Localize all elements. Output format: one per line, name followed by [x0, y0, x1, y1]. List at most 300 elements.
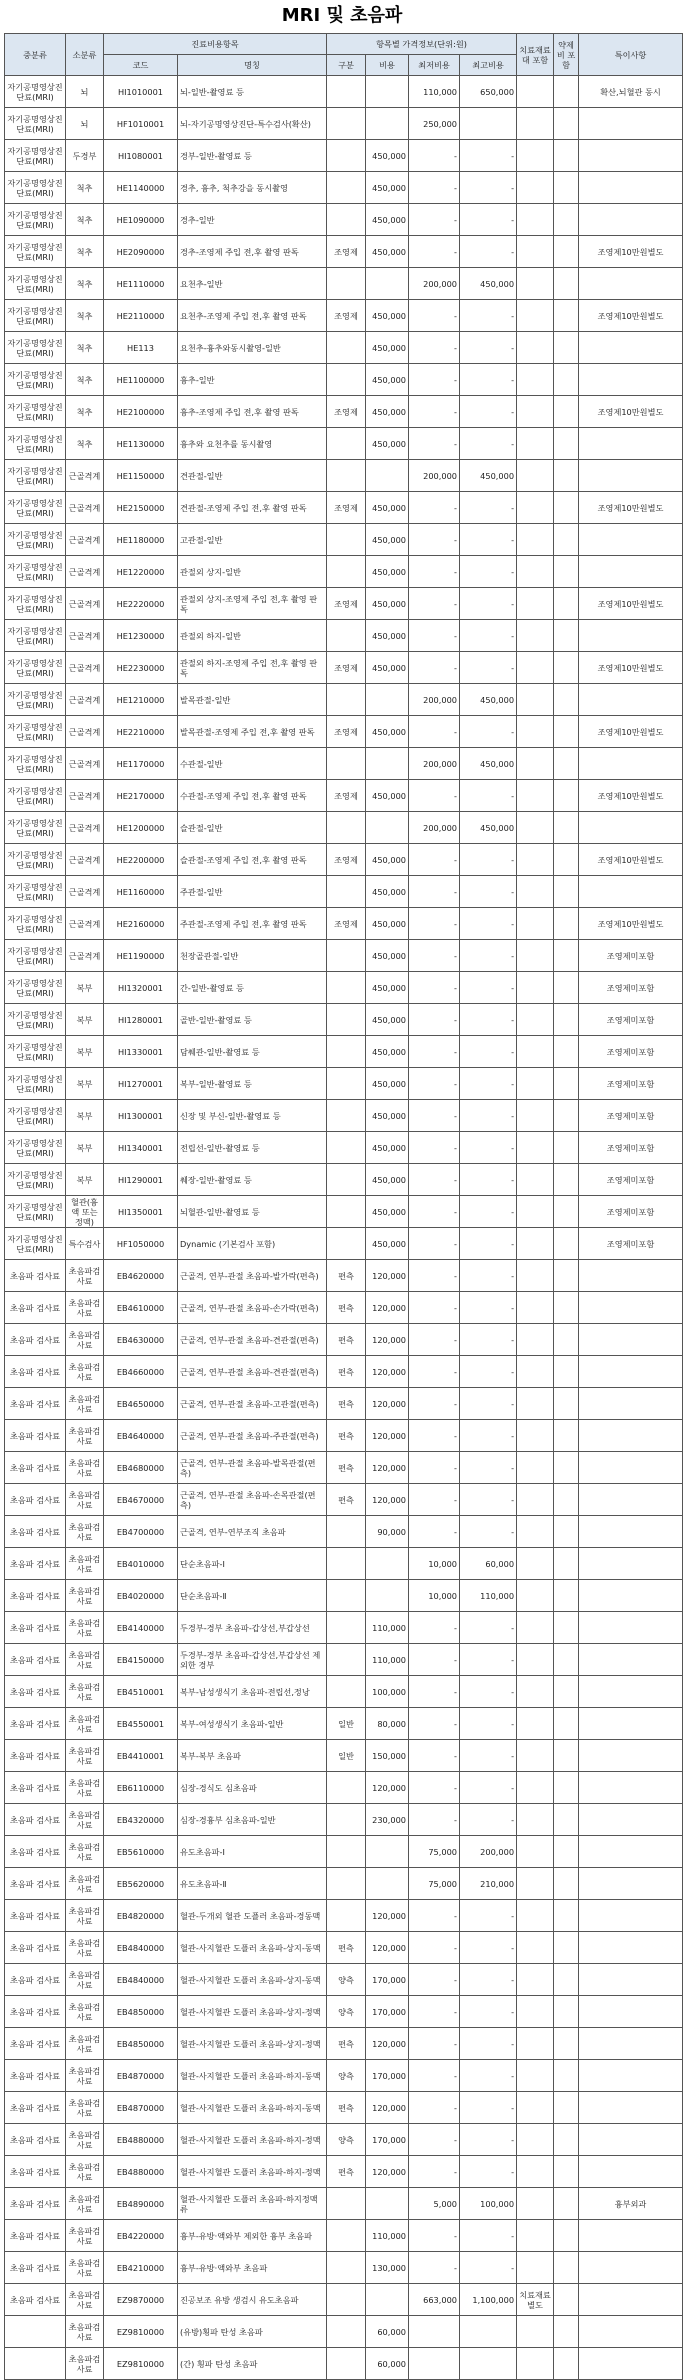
cell-max-fee — [460, 652, 517, 684]
cell-code — [104, 1932, 178, 1964]
cell-code — [104, 716, 178, 748]
cell-treat — [517, 396, 554, 428]
cell-text: - — [454, 1654, 457, 1665]
cell-text: 110,000 — [480, 1590, 515, 1601]
cell-text: 근골격계 — [68, 566, 101, 577]
cell-text: - — [454, 918, 457, 929]
cell-text: HE1160000 — [116, 886, 165, 897]
cell-text: 초음파검사료 — [68, 2321, 101, 2342]
cell-max-fee — [460, 1900, 517, 1932]
cell-text: 450,000 — [480, 278, 515, 289]
cell-fee — [366, 1708, 409, 1740]
cell-note — [579, 268, 683, 300]
table-row — [5, 1164, 683, 1196]
cell-major — [5, 1996, 66, 2028]
cell-item-name — [178, 1932, 327, 1964]
table-row — [5, 236, 683, 268]
cell-text: - — [454, 502, 457, 513]
cell-text: - — [511, 2006, 515, 2017]
cell-drug — [554, 332, 579, 364]
cell-drug — [554, 1420, 579, 1452]
cell-treat — [517, 364, 554, 396]
cell-fee — [366, 1196, 409, 1228]
cell-text: EB4630000 — [116, 1334, 165, 1345]
cell-text: - — [454, 1622, 457, 1633]
cell-text: 초음파 검사료 — [9, 1526, 61, 1537]
cell-major — [5, 300, 66, 332]
cell-text: 혈관(흉액 또는 정맥) — [71, 1196, 98, 1227]
cell-minor — [66, 1036, 104, 1068]
cell-note — [579, 1676, 683, 1708]
cell-drug — [554, 1004, 579, 1036]
cell-text: 신장 및 부신-일반-촬영료 등 — [180, 1110, 281, 1121]
cell-max-fee — [460, 1292, 517, 1324]
cell-text: 자기공명영상진단료(MRI) — [7, 1105, 63, 1126]
cell-max-fee — [460, 1964, 517, 1996]
cell-fee — [366, 300, 409, 332]
cell-max-fee — [460, 524, 517, 556]
cell-drug — [554, 1452, 579, 1484]
cell-item-name — [178, 1132, 327, 1164]
cell-fee — [366, 620, 409, 652]
cell-text: 관절외 상지-조영제 주입 전,후 촬영 판독 — [180, 593, 318, 614]
cell-text: 450,000 — [372, 182, 406, 193]
cell-drug — [554, 2188, 579, 2220]
table-row — [5, 108, 683, 140]
cell-drug — [554, 1292, 579, 1324]
cell-text: 1,100,000 — [472, 2294, 515, 2305]
cell-note — [579, 1644, 683, 1676]
cell-text: - — [511, 1750, 515, 1761]
cell-fee — [366, 1068, 409, 1100]
cell-text: 초음파검사료 — [68, 2289, 101, 2310]
cell-treat — [517, 140, 554, 172]
cell-code — [104, 2252, 178, 2284]
cell-note — [579, 1708, 683, 1740]
cell-item-name — [178, 2316, 327, 2348]
cell-text: 초음파 검사료 — [9, 1622, 61, 1633]
cell-major — [5, 1740, 66, 1772]
cell-text: - — [511, 438, 515, 449]
cell-text: EB5610000 — [116, 1846, 165, 1857]
cell-drug — [554, 364, 579, 396]
cell-text: 발목관절-일반 — [180, 694, 231, 705]
cell-treat — [517, 236, 554, 268]
cell-treat — [517, 1068, 554, 1100]
cell-text: 120,000 — [372, 1366, 406, 1377]
cell-minor — [66, 1100, 104, 1132]
cell-fee — [366, 524, 409, 556]
cell-text: EB4680000 — [116, 1462, 165, 1473]
cell-fee — [366, 1164, 409, 1196]
table-row — [5, 524, 683, 556]
cell-minor — [66, 812, 104, 844]
cell-fee — [366, 1548, 409, 1580]
cell-text: - — [511, 1110, 515, 1121]
cell-note — [579, 1420, 683, 1452]
cell-text: 발목관절-조영제 주입 전,후 촬영 판독 — [180, 726, 315, 737]
cell-text: HF1010001 — [116, 118, 165, 129]
cell-text: 자기공명영상진단료(MRI) — [7, 305, 63, 326]
cell-text: - — [454, 1718, 457, 1729]
cell-text: EB4850000 — [116, 2038, 165, 2049]
cell-item-name — [178, 364, 327, 396]
table-row — [5, 1772, 683, 1804]
cell-treat — [517, 2092, 554, 2124]
cell-treat — [517, 1484, 554, 1516]
cell-max-fee — [460, 1580, 517, 1612]
cell-text: 흉부-유방·액와부 제외한 흉부 초음파 — [180, 2230, 313, 2241]
cell-text: 110,000 — [372, 1622, 406, 1633]
cell-item-name — [178, 1004, 327, 1036]
table-row — [5, 1932, 683, 1964]
cell-max-fee — [460, 1516, 517, 1548]
cell-code — [104, 812, 178, 844]
cell-drug — [554, 1708, 579, 1740]
cell-type — [327, 1388, 366, 1420]
cell-minor — [66, 1324, 104, 1356]
table-row — [5, 1580, 683, 1612]
cell-text: 초음파 검사료 — [9, 1430, 61, 1441]
cell-major — [5, 1100, 66, 1132]
cell-note — [579, 2284, 683, 2316]
cell-major — [5, 1932, 66, 1964]
cell-major — [5, 332, 66, 364]
cell-text: 450,000 — [480, 470, 515, 481]
cell-major — [5, 460, 66, 492]
cell-text: 200,000 — [423, 470, 457, 481]
cell-text: 130,000 — [372, 2262, 406, 2273]
cell-treat — [517, 908, 554, 940]
cell-text: - — [511, 886, 515, 897]
cell-code — [104, 2220, 178, 2252]
cell-text: - — [511, 1174, 515, 1185]
cell-minor — [66, 428, 104, 460]
cell-fee — [366, 2252, 409, 2284]
cell-text: 혈관-사지혈관 도플러 초음파-상지-동맥 — [180, 1942, 321, 1953]
header-max: 최고비용 — [460, 55, 517, 76]
cell-text: 170,000 — [372, 2006, 406, 2017]
cell-text: 흉추와 요천추를 동시촬영 — [180, 438, 273, 449]
cell-code — [104, 2284, 178, 2316]
cell-text: - — [511, 374, 515, 385]
cell-treat — [517, 716, 554, 748]
cell-treat — [517, 1292, 554, 1324]
cell-text: 초음파검사료 — [68, 2353, 101, 2374]
cell-text: 초음파검사료 — [68, 1297, 101, 1318]
cell-note — [579, 876, 683, 908]
cell-code — [104, 1996, 178, 2028]
cell-text: EB4510001 — [116, 1686, 165, 1697]
cell-text: 450,000 — [372, 1238, 406, 1249]
cell-note — [579, 396, 683, 428]
cell-note — [579, 1260, 683, 1292]
cell-text: - — [454, 662, 457, 673]
table-row — [5, 2252, 683, 2284]
cell-min-fee — [409, 620, 460, 652]
cell-drug — [554, 108, 579, 140]
cell-text: 170,000 — [372, 2070, 406, 2081]
cell-text: 복부 — [76, 1078, 93, 1089]
table-row — [5, 1708, 683, 1740]
cell-text: EB4620000 — [116, 1270, 165, 1281]
table-row — [5, 748, 683, 780]
cell-minor — [66, 2188, 104, 2220]
cell-drug — [554, 236, 579, 268]
table-row — [5, 908, 683, 940]
cell-treat — [517, 1452, 554, 1484]
cell-text: - — [511, 1302, 515, 1313]
cell-min-fee — [409, 2092, 460, 2124]
cell-fee — [366, 364, 409, 396]
cell-treat — [517, 1004, 554, 1036]
cell-item-name — [178, 332, 327, 364]
cell-drug — [554, 460, 579, 492]
cell-text: 초음파 검사료 — [9, 1846, 61, 1857]
cell-text: HE2110000 — [116, 310, 165, 321]
cell-text: 초음파 검사료 — [9, 1302, 61, 1313]
cell-text: 120,000 — [372, 2102, 406, 2113]
cell-code — [104, 396, 178, 428]
cell-treat — [517, 1964, 554, 1996]
cell-type — [327, 1708, 366, 1740]
cell-max-fee — [460, 1036, 517, 1068]
cell-code — [104, 300, 178, 332]
cell-text: 450,000 — [372, 630, 406, 641]
cell-minor — [66, 1900, 104, 1932]
cell-text: 자기공명영상진단료(MRI) — [7, 657, 63, 678]
cell-text: 자기공명영상진단료(MRI) — [7, 561, 63, 582]
cell-drug — [554, 844, 579, 876]
cell-major — [5, 588, 66, 620]
cell-fee — [366, 1740, 409, 1772]
cell-treat — [517, 1260, 554, 1292]
cell-type — [327, 940, 366, 972]
cell-minor — [66, 76, 104, 108]
cell-text: 120,000 — [372, 1334, 406, 1345]
cell-text: - — [454, 2006, 457, 2017]
cell-note — [579, 236, 683, 268]
cell-text: 100,000 — [372, 1686, 406, 1697]
cell-minor — [66, 1612, 104, 1644]
cell-major — [5, 1388, 66, 1420]
table-row — [5, 2060, 683, 2092]
table-row — [5, 1804, 683, 1836]
cell-fee — [366, 2092, 409, 2124]
cell-treat — [517, 1772, 554, 1804]
cell-item-name — [178, 1388, 327, 1420]
cell-fee — [366, 2284, 409, 2316]
cell-text: 편측 — [338, 1398, 354, 1409]
cell-drug — [554, 172, 579, 204]
cell-treat — [517, 460, 554, 492]
table-body — [5, 76, 683, 2380]
cell-text: 80,000 — [377, 1718, 406, 1729]
cell-major — [5, 652, 66, 684]
cell-text: 초음파검사료 — [68, 1521, 101, 1542]
cell-major — [5, 748, 66, 780]
cell-text: - — [454, 1686, 457, 1697]
cell-min-fee — [409, 172, 460, 204]
cell-text: 척추 — [76, 182, 93, 193]
cell-text: 초음파 검사료 — [9, 1942, 61, 1953]
cell-minor — [66, 2156, 104, 2188]
cell-text: 자기공명영상진단료(MRI) — [7, 177, 63, 198]
cell-text: - — [511, 1014, 515, 1025]
cell-text: EZ9870000 — [116, 2294, 165, 2305]
cell-max-fee — [460, 2284, 517, 2316]
cell-code — [104, 1164, 178, 1196]
cell-text: 복부-일반-촬영료 등 — [180, 1078, 252, 1089]
cell-text: 두경부-경부 초음파-갑상선,부갑상선 — [180, 1622, 310, 1633]
cell-min-fee — [409, 2188, 460, 2220]
cell-drug — [554, 908, 579, 940]
cell-text: 450,000 — [372, 1142, 406, 1153]
cell-text: 자기공명영상진단료(MRI) — [7, 529, 63, 550]
cell-min-fee — [409, 1452, 460, 1484]
cell-text: - — [511, 2102, 515, 2113]
cell-major — [5, 1836, 66, 1868]
cell-text: 450,000 — [372, 566, 406, 577]
cell-text: - — [454, 1238, 457, 1249]
cell-text: HI1270001 — [117, 1078, 164, 1089]
cell-type — [327, 236, 366, 268]
cell-drug — [554, 652, 579, 684]
table-row — [5, 1964, 683, 1996]
cell-treat — [517, 172, 554, 204]
cell-major — [5, 2156, 66, 2188]
cell-min-fee — [409, 2316, 460, 2348]
cell-note — [579, 972, 683, 1004]
cell-drug — [554, 2252, 579, 2284]
cell-text: 초음파검사료 — [68, 2001, 101, 2022]
cell-code — [104, 108, 178, 140]
cell-text: HE1170000 — [116, 758, 165, 769]
cell-text: 근골격계 — [68, 918, 101, 929]
cell-text: 복부 — [76, 1046, 93, 1057]
cell-text: EB4660000 — [116, 1366, 165, 1377]
cell-text: 복부 — [76, 1174, 93, 1185]
cell-minor — [66, 204, 104, 236]
cell-minor — [66, 940, 104, 972]
cell-text: 근골격, 연부-관절 초음파-손가락(편측) — [180, 1302, 319, 1313]
cell-major — [5, 1772, 66, 1804]
cell-note — [579, 108, 683, 140]
cell-fee — [366, 876, 409, 908]
cell-fee — [366, 1260, 409, 1292]
table-row — [5, 1868, 683, 1900]
cell-text: 110,000 — [423, 86, 457, 97]
cell-fee — [366, 1132, 409, 1164]
cell-text: - — [454, 1142, 457, 1153]
cell-text: 자기공명영상진단료(MRI) — [7, 401, 63, 422]
table-row — [5, 2092, 683, 2124]
cell-drug — [554, 2156, 579, 2188]
cell-text: EB5620000 — [116, 1878, 165, 1889]
cell-fee — [366, 1836, 409, 1868]
cell-minor — [66, 1004, 104, 1036]
cell-text: HI1080001 — [117, 150, 164, 161]
cell-text: 조영제 — [334, 246, 358, 257]
cell-text: 요천추-조영제 주입 전,후 촬영 판독 — [180, 310, 307, 321]
cell-code — [104, 364, 178, 396]
cell-max-fee — [460, 140, 517, 172]
cell-treat — [517, 1612, 554, 1644]
cell-type — [327, 1036, 366, 1068]
cell-text: EB4320000 — [116, 1814, 165, 1825]
cell-type — [327, 172, 366, 204]
cell-major — [5, 1804, 66, 1836]
cell-min-fee — [409, 1132, 460, 1164]
cell-max-fee — [460, 1996, 517, 2028]
cell-type — [327, 76, 366, 108]
cell-text: - — [454, 1046, 457, 1057]
cell-treat — [517, 620, 554, 652]
cell-text: 450,000 — [372, 726, 406, 737]
cell-text: 복부 — [76, 1110, 93, 1121]
cell-item-name — [178, 1548, 327, 1580]
cell-code — [104, 876, 178, 908]
cell-code — [104, 620, 178, 652]
cell-text: - — [454, 1782, 457, 1793]
cell-text: 초음파 검사료 — [9, 1558, 61, 1569]
cell-text: 663,000 — [423, 2294, 457, 2305]
cell-major — [5, 812, 66, 844]
cell-text: EB4610000 — [116, 1302, 165, 1313]
cell-fee — [366, 1868, 409, 1900]
cell-text: 자기공명영상진단료(MRI) — [7, 945, 63, 966]
cell-text: 450,000 — [372, 534, 406, 545]
cell-text: 450,000 — [372, 406, 406, 417]
cell-min-fee — [409, 1548, 460, 1580]
cell-treat — [517, 300, 554, 332]
cell-drug — [554, 812, 579, 844]
cell-fee — [366, 1484, 409, 1516]
cell-note — [579, 300, 683, 332]
cell-minor — [66, 908, 104, 940]
cell-text: - — [454, 1014, 457, 1025]
header-major: 중분류 — [5, 34, 66, 76]
cell-treat — [517, 1164, 554, 1196]
cell-item-name — [178, 1164, 327, 1196]
cell-text: - — [454, 726, 457, 737]
cell-note — [579, 364, 683, 396]
cell-text: - — [511, 1622, 515, 1633]
cell-text: 조영제미포함 — [606, 1142, 655, 1153]
cell-item-name — [178, 76, 327, 108]
cell-text: 간-일반-촬영료 등 — [180, 982, 244, 993]
cell-max-fee — [460, 2028, 517, 2060]
cell-text: 근골격계 — [68, 758, 101, 769]
cell-fee — [366, 1580, 409, 1612]
cell-text: 450,000 — [372, 438, 406, 449]
cell-minor — [66, 1676, 104, 1708]
cell-major — [5, 364, 66, 396]
cell-text: 450,000 — [372, 1174, 406, 1185]
cell-item-name — [178, 1804, 327, 1836]
cell-type — [327, 1196, 366, 1228]
cell-text: 편측 — [338, 1942, 354, 1953]
cell-text: 초음파검사료 — [68, 1425, 101, 1446]
cell-fee — [366, 684, 409, 716]
cell-note — [579, 1548, 683, 1580]
cell-drug — [554, 1932, 579, 1964]
cell-text: 수관절-일반 — [180, 758, 223, 769]
cell-text: HE2220000 — [116, 598, 165, 609]
cell-item-name — [178, 780, 327, 812]
cell-text: 조영제10만원별도 — [597, 790, 664, 801]
cell-text: 200,000 — [423, 278, 457, 289]
